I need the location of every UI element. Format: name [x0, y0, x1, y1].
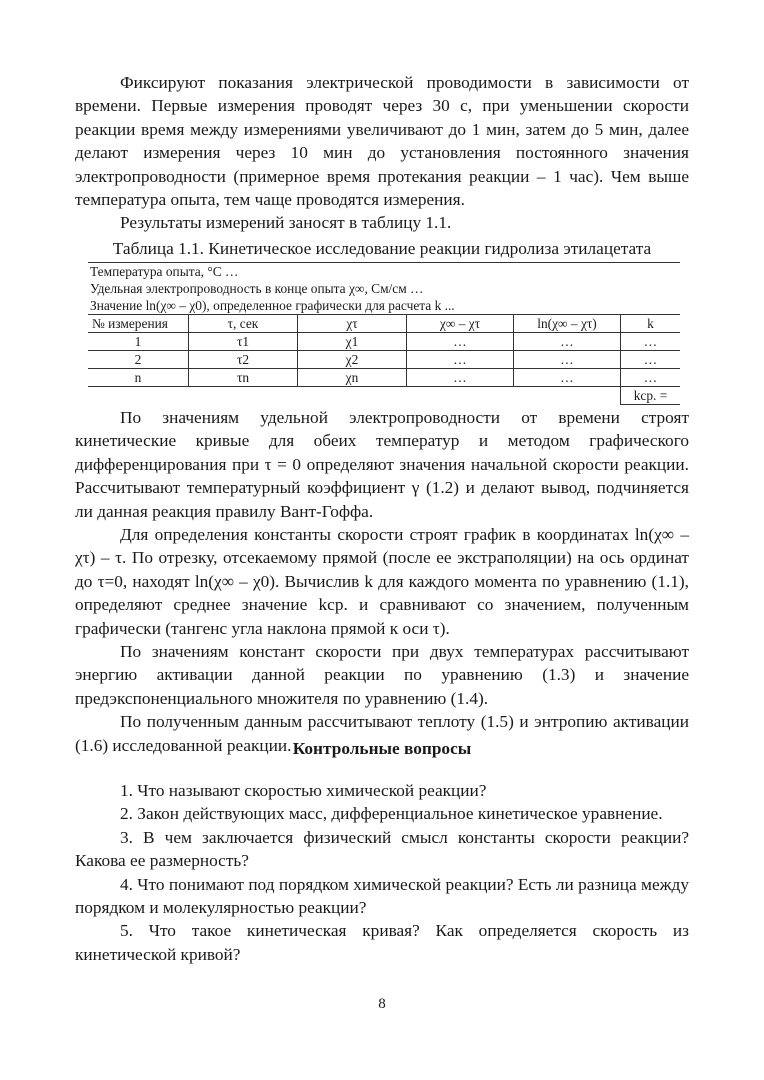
table-header-cell: τ, сек	[189, 315, 298, 333]
table-cell: χ2	[298, 351, 407, 369]
table-row	[88, 351, 680, 369]
question-item: 1. Что называют скоростью химической реакции?	[120, 781, 487, 800]
analysis-paragraph-4: По полученным данным рассчитывают теплоту (1.5) и энтропию активации (1.6) исследованной реакции.	[75, 712, 689, 755]
table-header-cell: № измерения	[88, 315, 189, 333]
table-row	[88, 333, 680, 351]
table-header-cell: k	[621, 315, 681, 333]
table-info-conductivity: Удельная электропроводность в конце опыта χ∞, См/см …	[90, 281, 424, 296]
table-info-ln-value: Значение ln(χ∞ – χ0), определенное графически для расчета k ...	[90, 298, 455, 313]
table-row	[88, 369, 680, 387]
intro-paragraph-2: Результаты измерений заносят в таблицу 1.1.	[120, 213, 452, 233]
questions-list	[75, 779, 689, 966]
table-header-row	[88, 315, 680, 333]
question-item: 2. Закон действующих масс, дифференциальное кинетическое уравнение.	[120, 804, 663, 824]
table-cell: χ1	[298, 333, 407, 351]
table-header-cell: ln(χ∞ – χτ)	[514, 315, 621, 333]
table-cell: …	[621, 333, 681, 351]
table-cell: τ2	[189, 351, 298, 369]
table-caption: Таблица 1.1. Кинетическое исследование реакции гидролиза этилацетата	[112, 239, 652, 258]
analysis-paragraph-1: По значениям удельной электропроводности от времени строят кинетические кривые для обеих температур и методом графического дифференцирования при τ = 0 определяют значения начальной скорости реакции. Рассчитывают температурный коэффициент γ (1.2) и делают вывод, подчиняется ли данная реакция правилу Вант-Гоффа.	[75, 408, 689, 521]
table-cell: …	[621, 369, 681, 387]
analysis-section	[75, 406, 689, 757]
table-cell: τn	[189, 369, 298, 387]
table-cell: τ1	[189, 333, 298, 351]
table-header-cell: χτ	[298, 315, 407, 333]
table-cell: …	[514, 351, 621, 369]
table-kavg-row	[88, 387, 680, 405]
table-cell: …	[621, 351, 681, 369]
table-cell: …	[514, 369, 621, 387]
analysis-paragraph-3: По значениям констант скорости при двух температурах рассчитывают энергию активации данной реакции по уравнению (1.3) и значение предэкспоненциального множителя по уравнению (1.4).	[75, 642, 689, 708]
table-cell: 2	[88, 351, 189, 369]
intro-section	[75, 71, 689, 235]
table-cell: n	[88, 369, 189, 387]
table-cell: …	[407, 351, 514, 369]
table-cell: …	[407, 369, 514, 387]
question-item: 5. Что такое кинетическая кривая? Как определяется скорость из кинетической кривой?	[75, 921, 689, 964]
analysis-paragraph-2: Для определения константы скорости строят график в координатах ln(χ∞ – χτ) – τ. По отрезку, отсекаемому прямой (после ее экстраполяции) на ось ординат до τ=0, находят ln(χ∞ – χ0). Вычислив k для каждого момента по уравнению (1.1), определяют среднее значение kср. и сравнивают со значением, полученным графически (тангенс угла наклона прямой к оси τ).	[75, 525, 689, 638]
question-item: 4. Что понимают под порядком химической реакции? Есть ли разница между порядком и молекулярностью реакции?	[75, 874, 689, 918]
table-cell: χn	[298, 369, 407, 387]
results-table	[88, 262, 680, 405]
table-cell: …	[407, 333, 514, 351]
question-item: 3. В чем заключается физический смысл константы скорости реакции? Какова ее размерность?	[75, 827, 689, 871]
questions-heading: Контрольные вопросы	[292, 739, 472, 758]
table-info-temperature: Температура опыта, °С …	[88, 263, 680, 281]
table-cell: 1	[88, 333, 189, 351]
table-cell: …	[514, 333, 621, 351]
table-header-cell: χ∞ – χτ	[407, 315, 514, 333]
page-number: 8	[378, 996, 386, 1012]
intro-paragraph-1: Фиксируют показания электрической проводимости в зависимости от времени. Первые измерения проводят через 30 с, при уменьшении скорости реакции время между измерениями увеличивают до 1 мин, затем до 5 мин, далее делают измерения через 10 мин до установления постоянного значения электропроводности (примерное время протекания реакции – 1 час). Чем выше температура опыта, тем чаще проводятся измерения.	[75, 73, 689, 210]
k-average-cell: kср. =	[621, 387, 681, 405]
